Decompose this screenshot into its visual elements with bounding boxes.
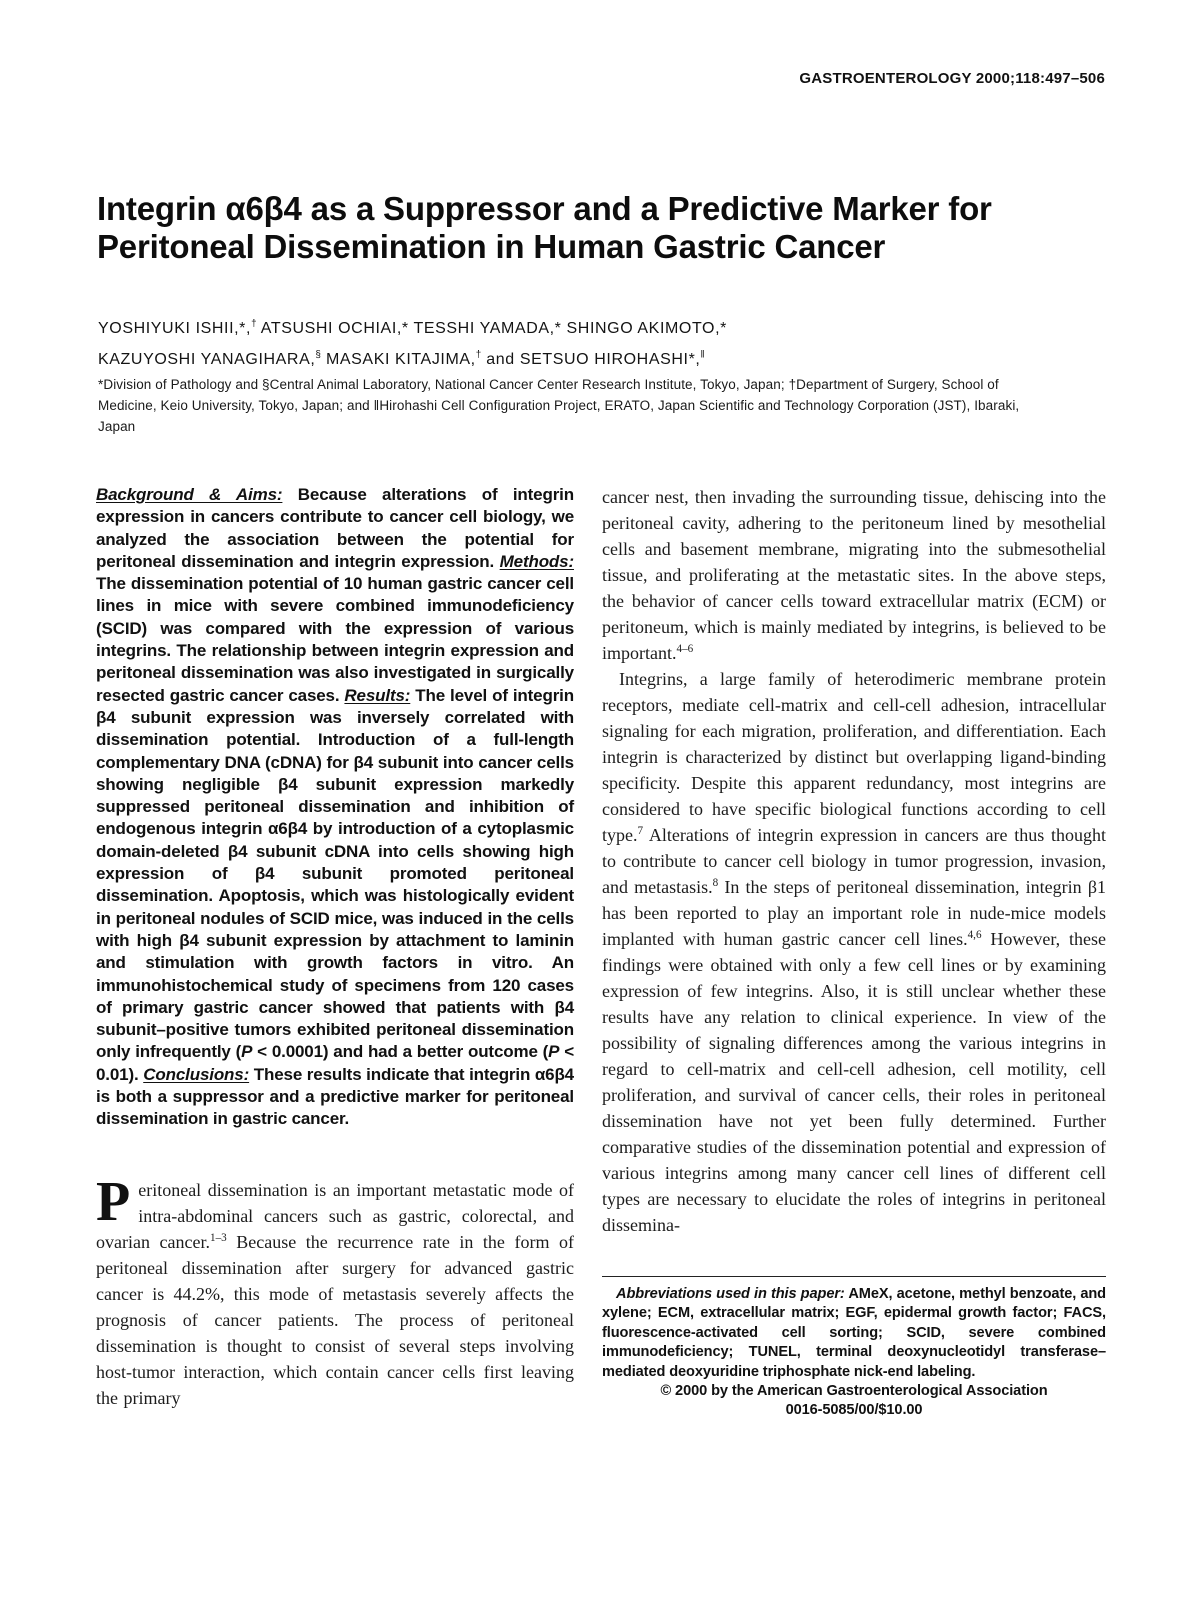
intro-paragraph [96, 1170, 574, 1411]
left-column [96, 484, 574, 1411]
intro-text: eritoneal dissemination is an important metastatic mode of intra-abdominal cancers such as gastric, colorectal, and ovarian cancer.$^{1-3}$ Because the recurrence rate in the form of peritoneal dissemination after surgery for advanced gastric cancer is 44.2%, this mode of metastasis severely affects the prognosis of cancer patients. The process of peritoneal dissemination is thought to consist of several steps involving host-tumor interaction, which contain cancer cells first leaving the primary [96, 1179, 574, 1408]
abstract-paragraph: Background & Aims: Because alterations of integrin expression in cancers contribute to cancer cell biology, we analyzed the association between the potential for peritoneal dissemination and integrin expression. Methods: The dissemination potential of 10 human gastric cancer cell lines in mice with severe combined immunodeficiency (SCID) was compared with the expression of various integrins. The relationship between integrin expression and peritoneal dissemination was also investigated in surgically resected gastric cancer cases. Results: The level of integrin β4 subunit expression was inversely correlated with dissemination potential. Introduction of a full-length complementary DNA (cDNA) for β4 subunit into cancer cells showing negligible β4 subunit expression markedly suppressed peritoneal dissemination and inhibition of endogenous integrin α6β4 by introduction of a cytoplasmic domain-deleted β4 subunit cDNA into cells showing high expression of β4 subunit promoted peritoneal dissemination. Apoptosis, which was histologically evident in peritoneal nodules of SCID mice, was induced in the cells with high β4 subunit expression by attachment to laminin and stimulation with growth factors in vitro. An immunohistochemical study of specimens from 120 cases of primary gastric cancer showed that patients with β4 subunit–positive tumors exhibited peritoneal dissemination only infrequently (P < 0.0001) and had a better outcome (P < 0.01). Conclusions: These results indicate that integrin α6β4 is both a suppressor and a predictive marker for peritoneal dissemination in gastric cancer. [96, 485, 574, 1129]
footnote-block [602, 1276, 1106, 1421]
article-title [97, 190, 992, 265]
author-line-2: KAZUYOSHI YANAGIHARA,§ MASAKI KITAJIMA,† and SETSUO HIROHASHI*,‖ [98, 349, 705, 368]
author-list [98, 313, 727, 375]
body-paragraph-1: cancer nest, then invading the surrounding tissue, dehiscing into the peritoneal cavity, adhering to the peritoneum lined by mesothelial cells and basement membrane, migrating into the submesothelial tissue, and proliferating at the metastatic sites. In the above steps, the behavior of cancer cells toward extracellular matrix (ECM) or peritoneum, which is mainly mediated by integrins, is believed to be important.$^{4-6}$ [602, 487, 1106, 663]
issn-line: 0016-5085/00/$10.00 [785, 1402, 923, 1419]
author-line-1: YOSHIYUKI ISHII,*,† ATSUSHI OCHIAI,* TESSHI YAMADA,* SHINGO AKIMOTO,* [98, 318, 727, 337]
body-paragraph-2: Integrins, a large family of heterodimeric membrane protein receptors, mediate cell-matrix and cell-cell adhesion, intracellular signaling for each migration, proliferation, and differentiation. Each integrin is characterized by distinct but overlapping ligand-binding specificity. Despite this apparent redundancy, most integrins are considered to have specific biological functions according to cell type.$^7$ Alterations of integrin expression in cancers are thus thought to contribute to cancer cell biology in tumor progression, invasion, and metastasis.$^8$ In the steps of peritoneal dissemination, integrin β1 has been reported to play an important role in nude-mice models implanted with human gastric cancer cell lines.$^{4,6}$ However, these findings were obtained with only a few cell lines or by examining expression of few integrins. Also, it is still unclear whether these results have any relation to clinical experience. In view of the possibility of signaling differences among the various integrins in regard to cell-matrix and cell-cell adhesion, cell motility, cell proliferation, and survival of cancer cells, their roles in peritoneal dissemination have not yet been fully determined. Further comparative studies of the dissemination potential and expression of various integrins among many cancer cell lines of different cell types are necessary to elucidate the roles of integrins in peritoneal dissemina- [602, 669, 1106, 1235]
article-title-line-2: Peritoneal Dissemination in Human Gastric Cancer [97, 227, 886, 265]
affiliations: *Division of Pathology and §Central Animal Laboratory, National Cancer Center Research Institute, Tokyo, Japan; †Department of Surgery, School of Medicine, Keio University, Tokyo, Japan; and ‖Hirohashi Cell Configuration Project, ERATO, Japan Scientific and Technology Corporation (JST), Ibaraki, Japan [98, 377, 1020, 434]
right-column [602, 484, 1106, 1421]
article-title-line-1: Integrin α6β4 as a Suppressor and a Predictive Marker for [97, 190, 992, 227]
journal-header: GASTROENTEROLOGY 2000;118:497–506 [799, 70, 1105, 87]
copyright-line: © 2000 by the American Gastroenterological Association [660, 1383, 1048, 1400]
dropcap-letter: P [96, 1170, 131, 1233]
abbreviations-note: Abbreviations used in this paper: AMeX, acetone, methyl benzoate, and xylene; ECM, extracellular matrix; EGF, epidermal growth factor; FACS, fluorescence-activated cell sorting; SCID, severe combined immunodeficiency; TUNEL, terminal deoxynucleotidyl transferase–mediated deoxyuridine triphosphate nick-end labeling. [602, 1286, 1107, 1380]
